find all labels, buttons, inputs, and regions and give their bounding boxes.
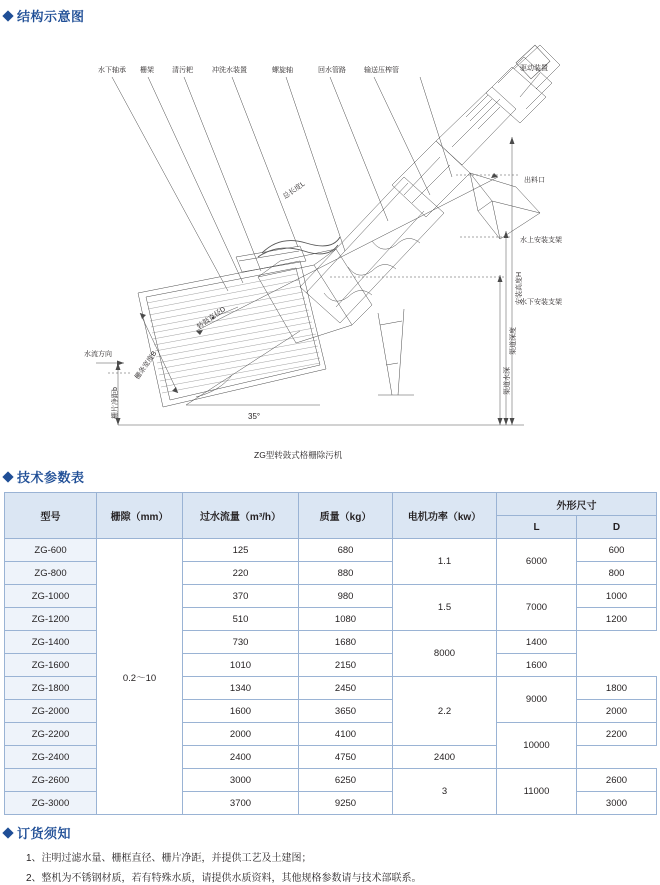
cell-model: ZG-1400 [5,631,97,654]
cell-size-d: 1000 [577,585,657,608]
cell-size-l: 9000 [497,677,577,723]
cell-mass: 2150 [299,654,393,677]
diagram-dim-grid-width: 栅条宽度B [134,350,158,381]
cell-size-d: 1200 [577,608,657,631]
cell-power: 3 [393,769,497,815]
cell-size-d: 2200 [577,723,657,746]
cell-size-d: 1800 [577,677,657,700]
header-flow: 过水流量（m³/h） [183,493,299,539]
cell-model: ZG-2600 [5,769,97,792]
cell-mass: 980 [299,585,393,608]
cell-mass: 680 [299,539,393,562]
cell-mass: 2450 [299,677,393,700]
diagram-svg [0,25,660,465]
diagram-label-flow-direction: 水流方向 [84,351,112,358]
diamond-bullet-icon [2,827,13,838]
header-gap: 栅隙（mm） [97,493,183,539]
cell-size-l: 6000 [497,539,577,585]
diagram-dim-drum-diameter: 转鼓直径D [196,306,227,331]
cell-model: ZG-1800 [5,677,97,700]
note-line: 1、注明过滤水量、栅框直径、栅片净距，并提供工艺及土建图； [4,846,656,866]
cell-size-d: 2400 [393,746,497,769]
ordering-notes [0,842,660,885]
diagram-label-support-above-water: 水上安装支架 [520,237,562,244]
cell-flow: 1010 [183,654,299,677]
cell-size-l: 7000 [497,585,577,631]
cell-mass: 1080 [299,608,393,631]
diagram-label-flush-device: 冲洗水装置 [212,67,247,74]
cell-size-d: 2000 [577,700,657,723]
params-section-title: 技术参数表 [17,467,85,486]
diagram-label-rake: 清污耙 [172,67,193,74]
cell-model: ZG-600 [5,539,97,562]
cell-mass: 9250 [299,792,393,815]
cell-mass: 4100 [299,723,393,746]
header-model: 型号 [5,493,97,539]
cell-flow: 125 [183,539,299,562]
params-section-heading [0,465,660,486]
header-size-d: D [577,516,657,539]
diagram-section-title: 结构示意图 [17,6,85,25]
cell-size-l: 8000 [393,631,497,677]
diagram-label-outlet: 出料口 [524,177,545,184]
header-mass: 质量（kg） [299,493,393,539]
table-row [5,539,657,562]
cell-size-l: 11000 [497,769,577,815]
cell-flow: 3000 [183,769,299,792]
diagram-dim-install-height: 安装高度H [516,272,523,305]
cell-size-d: 600 [577,539,657,562]
cell-mass: 1680 [299,631,393,654]
cell-flow: 220 [183,562,299,585]
cell-flow: 2000 [183,723,299,746]
diagram-dim-water-depth: 渠道水深 [504,367,511,395]
cell-power: 2.2 [393,677,497,746]
cell-flow: 3700 [183,792,299,815]
cell-size-l: 10000 [497,723,577,769]
cell-size-d: 1600 [497,654,577,677]
cell-model: ZG-2400 [5,746,97,769]
cell-model: ZG-1600 [5,654,97,677]
notes-section-heading [0,815,660,842]
cell-gap: 0.2～10 [97,539,183,815]
diagram-label-underwater-bearing: 水下轴承 [98,67,126,74]
cell-model: ZG-1000 [5,585,97,608]
cell-flow: 370 [183,585,299,608]
cell-model: ZG-2200 [5,723,97,746]
cell-model: ZG-3000 [5,792,97,815]
cell-model: ZG-1200 [5,608,97,631]
cell-flow: 2400 [183,746,299,769]
cell-mass: 3650 [299,700,393,723]
diamond-bullet-icon [2,471,13,482]
cell-power: 1.1 [393,539,497,585]
diagram-dim-total-length: 总长度L [282,181,306,201]
structure-diagram [0,25,660,465]
cell-model: ZG-2000 [5,700,97,723]
diagram-dim-grid-clear: 栅片净距b [112,387,119,419]
cell-flow: 510 [183,608,299,631]
diagram-label-frame: 栅架 [140,67,154,74]
table-body [5,539,657,815]
diagram-label-support-below-water: 水下安装支架 [520,299,562,306]
cell-mass: 880 [299,562,393,585]
table-header-row-1 [5,493,657,516]
diagram-section-heading [0,0,660,25]
diagram-label-press-conveyor: 输送压榨管 [364,67,399,74]
diagram-caption: ZG型转鼓式格栅除污机 [254,449,342,461]
cell-size-d: 1400 [497,631,577,654]
cell-mass: 6250 [299,769,393,792]
cell-flow: 730 [183,631,299,654]
params-table-wrapper [0,486,660,815]
diagram-label-drive-unit: 驱动装置 [520,65,548,72]
diagram-label-angle: 35° [248,413,260,421]
notes-section-title: 订货须知 [17,823,71,842]
diamond-bullet-icon [2,10,13,21]
diagram-label-return-pipe: 回水管路 [318,67,346,74]
diagram-label-screw-shaft: 螺旋轴 [272,67,293,74]
cell-flow: 1340 [183,677,299,700]
diagram-dim-channel-depth: 渠道深度 [510,327,517,355]
cell-size-d: 800 [577,562,657,585]
cell-power: 1.5 [393,585,497,631]
cell-model: ZG-800 [5,562,97,585]
cell-size-d: 3000 [577,792,657,815]
header-power: 电机功率（kw） [393,493,497,539]
header-size-group: 外形尺寸 [497,493,657,516]
cell-mass: 4750 [299,746,393,769]
cell-size-d: 2600 [577,769,657,792]
cell-flow: 1600 [183,700,299,723]
header-size-l: L [497,516,577,539]
technical-parameters-table [4,492,657,815]
note-line: 2、整机为不锈钢材质，若有特殊水质，请提供水质资料，其他规格参数请与技术部联系。 [4,866,656,885]
